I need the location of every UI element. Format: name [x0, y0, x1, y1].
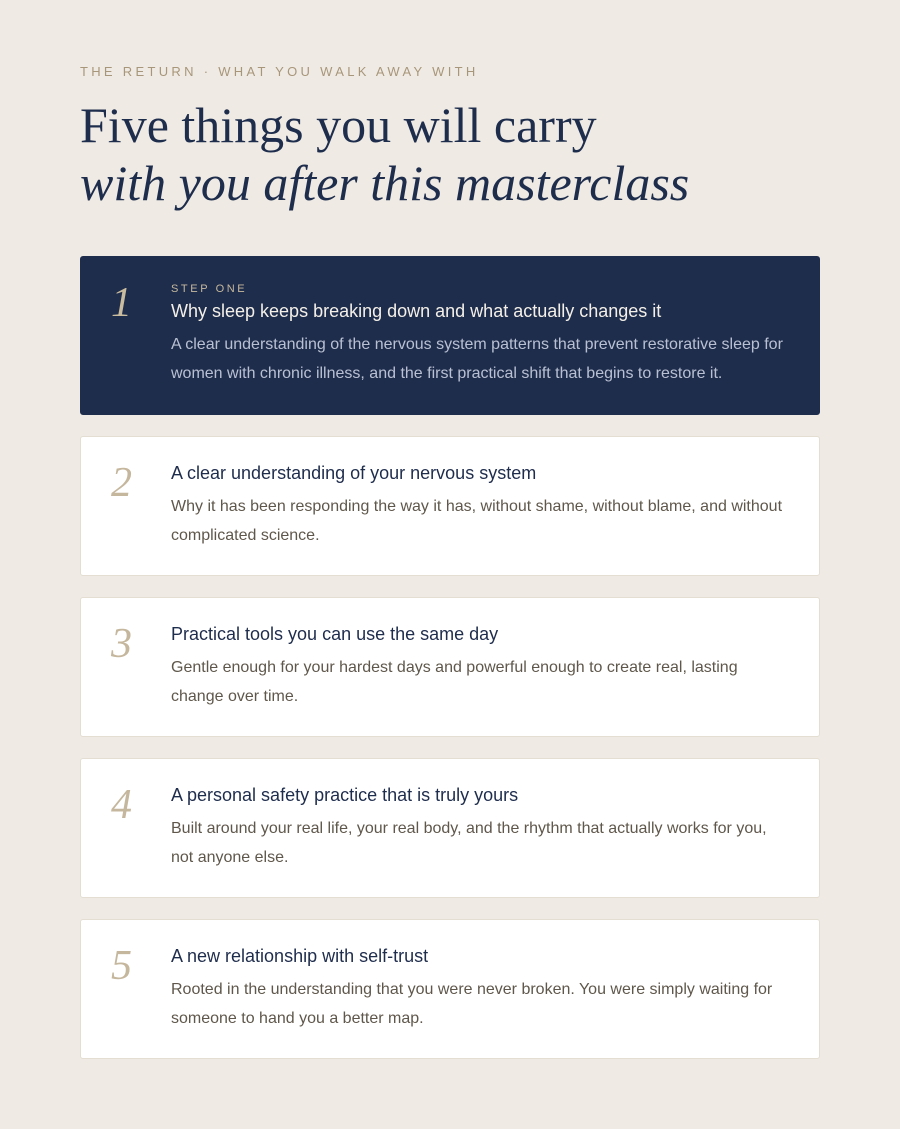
step-label: STEP ONE — [171, 283, 248, 295]
card-title: Why sleep keeps breaking down and what actually changes it — [171, 301, 662, 321]
card-number: 5 — [111, 943, 132, 989]
card-number: 1 — [111, 280, 132, 326]
outcome-card-3[interactable] — [80, 597, 820, 737]
title-line-2: with you after this masterclass — [80, 155, 690, 211]
card-number: 3 — [111, 621, 132, 667]
card-description: Why it has been responding the way it has, without shame, without blame, and without complicated science. — [171, 498, 783, 544]
outcome-card-1[interactable] — [80, 256, 820, 415]
card-description: Rooted in the understanding that you were never broken. You were simply waiting for someone to hand you a better map. — [171, 981, 773, 1027]
outcome-card-4[interactable] — [80, 758, 820, 898]
card-number: 2 — [111, 460, 132, 506]
page-title — [80, 96, 689, 212]
card-description: Built around your real life, your real body, and the rhythm that actually works for you, not anyone else. — [171, 820, 767, 866]
card-title: A clear understanding of your nervous system — [171, 463, 537, 483]
card-number: 4 — [111, 782, 132, 828]
title-line-1: Five things you will carry — [80, 97, 597, 153]
card-description: Gentle enough for your hardest days and powerful enough to create real, lasting change over time. — [171, 659, 738, 705]
outcome-list — [80, 256, 820, 1080]
card-title: A new relationship with self-trust — [171, 946, 429, 966]
outcome-card-5[interactable] — [80, 919, 820, 1059]
card-title: A personal safety practice that is truly yours — [171, 785, 519, 805]
card-body — [171, 945, 789, 1033]
card-title: Practical tools you can use the same day — [171, 624, 499, 644]
card-body — [171, 623, 789, 711]
card-description: A clear understanding of the nervous system patterns that prevent restorative sleep for women with chronic illness, and the first practical shift that begins to restore it. — [171, 336, 783, 382]
card-body — [171, 784, 789, 872]
outcome-card-2[interactable] — [80, 436, 820, 576]
section-eyebrow: THE RETURN · WHAT YOU WALK AWAY WITH — [80, 64, 479, 79]
card-body — [171, 462, 789, 550]
card-body — [171, 282, 789, 388]
